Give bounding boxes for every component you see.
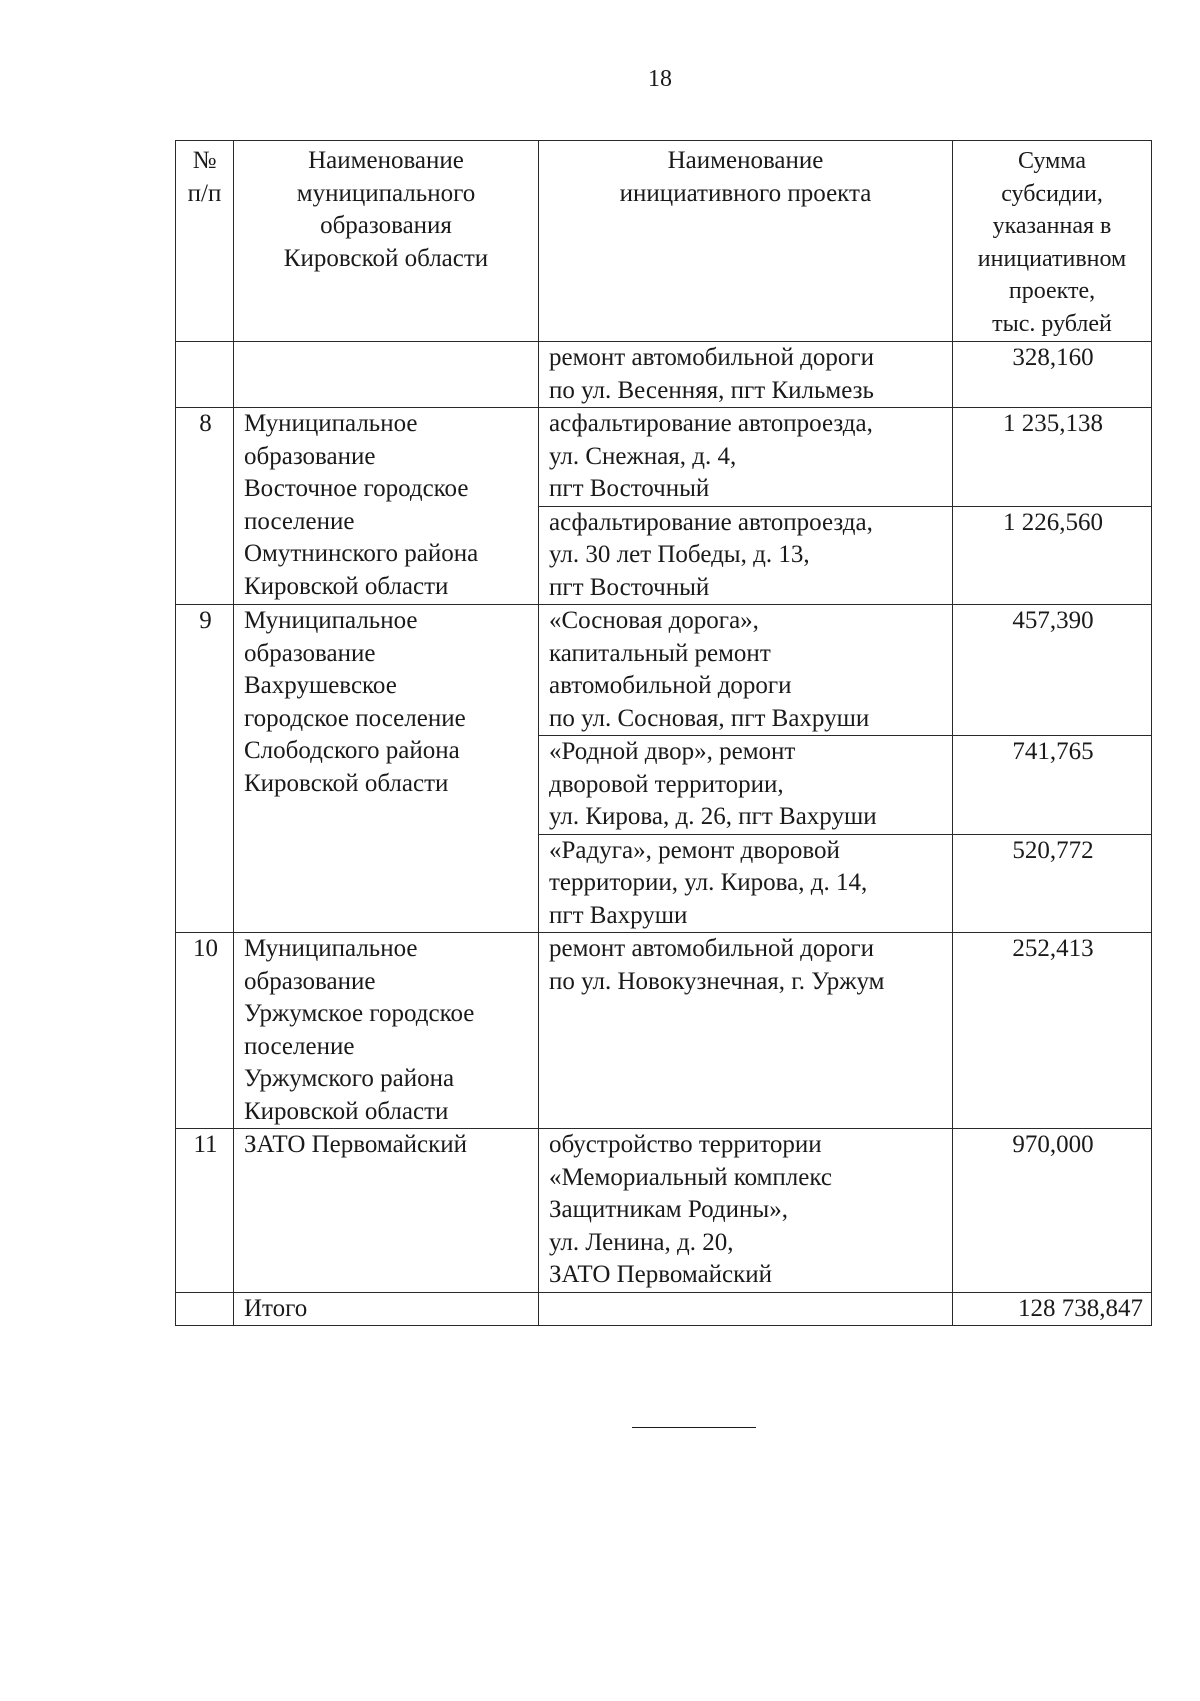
text-line: Кировской области (244, 769, 449, 797)
text-line: Уржумского района (244, 1065, 455, 1092)
row-number: 9 (176, 605, 234, 933)
text-line: № (192, 147, 217, 174)
text-line: Кировской области (244, 1097, 449, 1125)
text-line: Наименование (667, 147, 824, 174)
text-line: Вахрушевское (244, 672, 397, 699)
text-line: Наименование (308, 147, 464, 174)
text-line: городское поселение (244, 704, 466, 732)
municipality-name (234, 933, 539, 1129)
text-line: Кировской области (244, 572, 449, 600)
subsidy-amount: 328,160 (953, 342, 1152, 408)
text-line: Кировской области (283, 244, 489, 272)
text-line: ул. Ленина, д. 20, (549, 1228, 734, 1256)
text-line: автомобильной дороги (549, 672, 792, 699)
text-line: территории, ул. Кирова, д. 14, (549, 869, 868, 896)
table-row (176, 933, 1152, 1129)
subsidy-amount: 457,390 (953, 605, 1152, 736)
text-line: Сумма (1018, 148, 1086, 174)
text-line: Защитникам Родины», (549, 1196, 788, 1223)
text-line: образования (320, 212, 452, 239)
text-line: инициативном (977, 245, 1127, 272)
header-sum (953, 141, 1152, 342)
subsidy-amount: 1 235,138 (953, 408, 1152, 507)
table-row (176, 342, 1152, 408)
text-line: ЗАТО Первомайский (244, 1131, 468, 1158)
header-number (176, 141, 234, 342)
text-line: ул. Кирова, д. 26, пгт Вахруши (549, 803, 877, 830)
text-line: образование (244, 967, 376, 995)
municipality-name (234, 605, 539, 933)
project-name (539, 1129, 953, 1293)
text-line: поселение (244, 1032, 355, 1060)
subsidy-amount: 1 226,560 (953, 506, 1152, 605)
text-line: образование (244, 639, 376, 667)
total-project-cell (539, 1292, 953, 1326)
text-line: указанная в (992, 213, 1112, 239)
table-header-row (176, 141, 1152, 342)
municipality-name (234, 1129, 539, 1293)
project-name (539, 506, 953, 605)
text-line: образование (244, 442, 376, 470)
text-line: п/п (187, 179, 222, 207)
total-number-cell (176, 1292, 234, 1326)
municipality-name (234, 408, 539, 605)
text-line: Муниципальное (244, 607, 418, 634)
text-line: Восточное городское (244, 475, 469, 502)
text-line: Омутнинского района (244, 540, 479, 567)
text-line: Уржумское городское (244, 1000, 475, 1027)
project-name (539, 605, 953, 736)
text-line: Муниципальное (244, 935, 418, 962)
subsidy-amount: 252,413 (953, 933, 1152, 1129)
text-line: по ул. Новокузнечная, г. Уржум (549, 967, 885, 995)
total-label: Итого (234, 1292, 539, 1326)
text-line: дворовой территории, (549, 770, 784, 798)
municipality-name (234, 342, 539, 408)
text-line: Слободского района (244, 737, 460, 764)
text-line: по ул. Сосновая, пгт Вахруши (549, 704, 870, 732)
header-project (539, 141, 953, 342)
text-line: пгт Восточный (549, 573, 710, 601)
text-line: проекте, (1008, 278, 1096, 304)
text-line: ЗАТО Первомайский (549, 1261, 773, 1288)
header-municipality (234, 141, 539, 342)
text-line: ул. 30 лет Победы, д. 13, (549, 541, 810, 568)
closing-rule (632, 1427, 756, 1428)
text-line: асфальтирование автопроезда, (549, 410, 873, 437)
project-name (539, 834, 953, 933)
text-line: капитальный ремонт (549, 639, 771, 667)
project-name (539, 736, 953, 835)
text-line: пгт Вахруши (549, 901, 688, 929)
row-number: 10 (176, 933, 234, 1129)
table-row (176, 408, 1152, 507)
subsidy-amount: 970,000 (953, 1129, 1152, 1293)
project-name (539, 933, 953, 1129)
table-body (176, 342, 1152, 1293)
page-number: 18 (648, 66, 672, 92)
project-name (539, 342, 953, 408)
row-number: 8 (176, 408, 234, 605)
subsidy-amount: 741,765 (953, 736, 1152, 835)
row-number: 11 (176, 1129, 234, 1293)
table-row (176, 1129, 1152, 1293)
row-number (176, 342, 234, 408)
total-sum: 128 738,847 (953, 1292, 1152, 1326)
text-line: ремонт автомобильной дороги (549, 344, 875, 371)
text-line: поселение (244, 507, 355, 535)
text-line: «Радуга», ремонт дворовой (549, 836, 840, 864)
text-line: асфальтирование автопроезда, (549, 508, 873, 536)
text-line: субсидии, (1001, 180, 1103, 207)
text-line: инициативного проекта (619, 179, 872, 207)
text-line: «Мемориальный комплекс (549, 1163, 832, 1191)
subsidy-amount: 520,772 (953, 834, 1152, 933)
total-row (176, 1292, 1152, 1326)
text-line: муниципального (296, 179, 476, 207)
text-line: ул. Снежная, д. 4, (549, 442, 737, 470)
project-name (539, 408, 953, 507)
text-line: тыс. рублей (992, 310, 1112, 337)
subsidy-table (175, 140, 1152, 1326)
table-row (176, 605, 1152, 736)
text-line: обустройство территории (549, 1131, 822, 1158)
text-line: по ул. Весенняя, пгт Кильмезь (549, 376, 874, 404)
text-line: ремонт автомобильной дороги (549, 935, 875, 962)
text-line: «Родной двор», ремонт (549, 738, 796, 765)
text-line: пгт Восточный (549, 475, 710, 502)
text-line: «Сосновая дорога», (549, 607, 759, 634)
text-line: Муниципальное (244, 410, 418, 437)
